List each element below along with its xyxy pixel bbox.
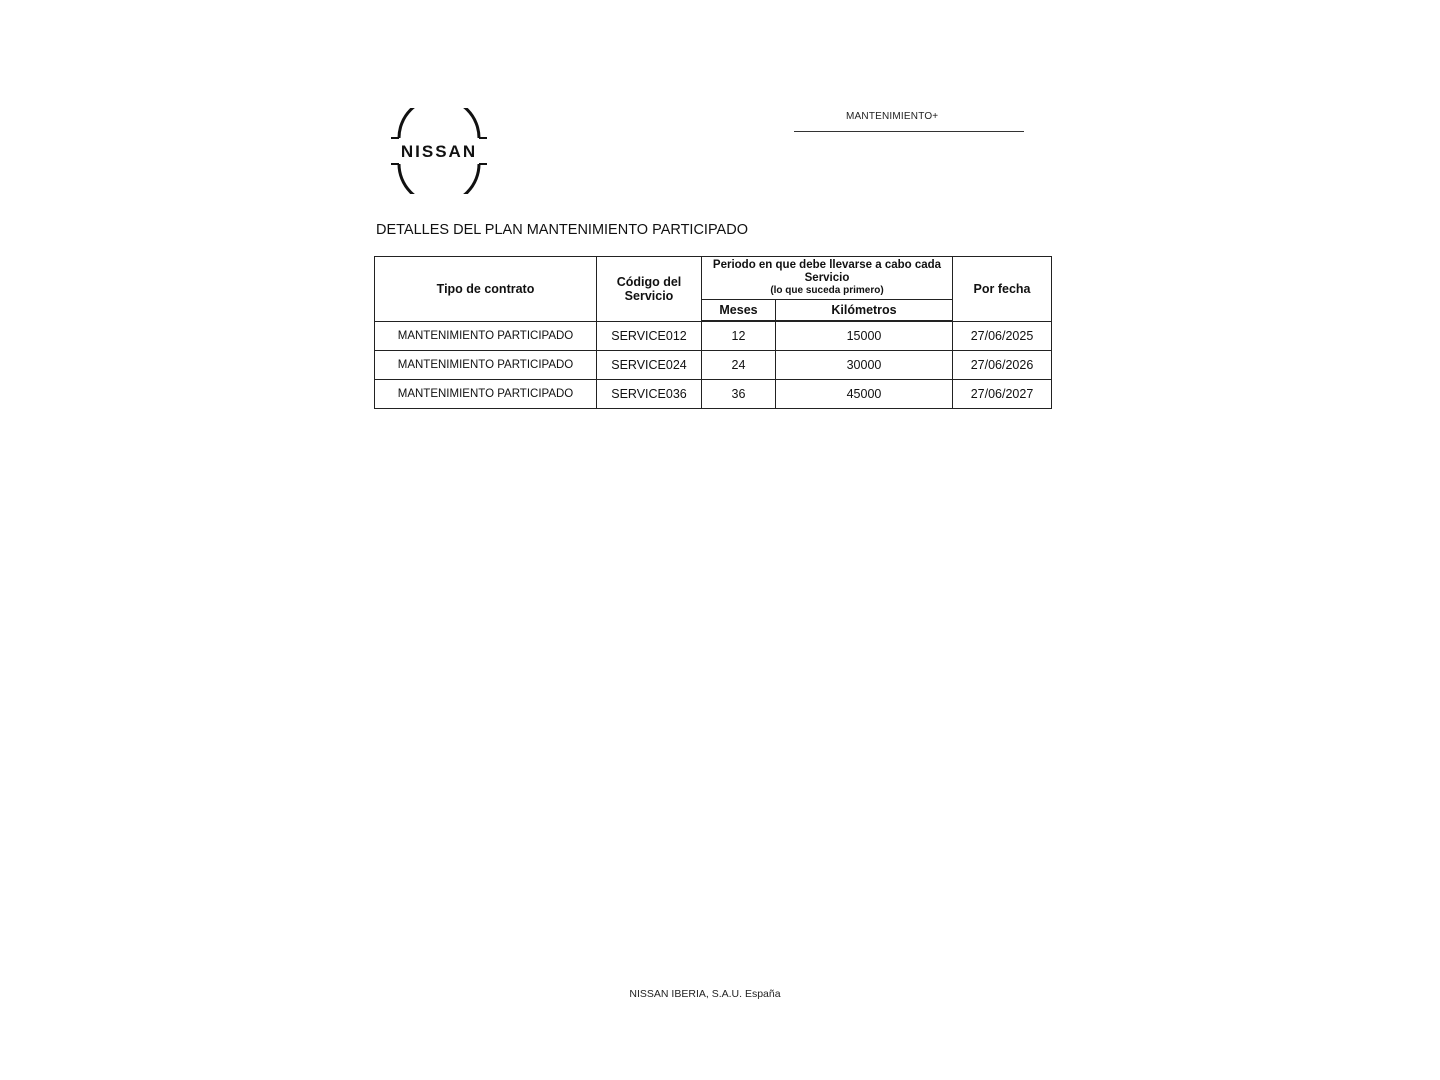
cell-fecha: 27/06/2026 <box>953 351 1052 380</box>
cell-kilometros: 45000 <box>776 380 953 409</box>
cell-tipo: MANTENIMIENTO PARTICIPADO <box>375 351 597 380</box>
cell-kilometros: 15000 <box>776 321 953 351</box>
table-row <box>375 321 1052 351</box>
cell-codigo: SERVICE012 <box>597 321 702 351</box>
cell-meses: 24 <box>702 351 776 380</box>
plan-table <box>374 256 1052 409</box>
cell-meses: 12 <box>702 321 776 351</box>
logo-wordmark: NISSAN <box>400 142 478 161</box>
header-underline <box>794 131 1024 132</box>
cell-codigo: SERVICE036 <box>597 380 702 409</box>
cell-tipo: MANTENIMIENTO PARTICIPADO <box>375 380 597 409</box>
header-codigo-servicio: Código del Servicio <box>597 257 702 322</box>
header-label: MANTENIMIENTO+ <box>846 111 939 122</box>
nissan-logo <box>386 108 492 194</box>
header-tipo-contrato: Tipo de contrato <box>375 257 597 322</box>
document-title: DETALLES DEL PLAN MANTENIMIENTO PARTICIPADO <box>376 222 748 238</box>
cell-codigo: SERVICE024 <box>597 351 702 380</box>
header-meses: Meses <box>702 300 776 322</box>
cell-fecha: 27/06/2025 <box>953 321 1052 351</box>
cell-fecha: 27/06/2027 <box>953 380 1052 409</box>
header-periodo-main: Periodo en que debe llevarse a cabo cada Servicio <box>712 259 942 284</box>
header-periodo-sub: (lo que suceda primero) <box>770 285 884 296</box>
cell-kilometros: 30000 <box>776 351 953 380</box>
footer-company: NISSAN IBERIA, S.A.U. España <box>629 988 781 1000</box>
header-por-fecha: Por fecha <box>953 257 1052 322</box>
header-kilometros: Kilómetros <box>776 300 953 322</box>
header-periodo <box>702 257 953 300</box>
table-row <box>375 380 1052 409</box>
cell-tipo: MANTENIMIENTO PARTICIPADO <box>375 321 597 351</box>
table-row <box>375 351 1052 380</box>
cell-meses: 36 <box>702 380 776 409</box>
